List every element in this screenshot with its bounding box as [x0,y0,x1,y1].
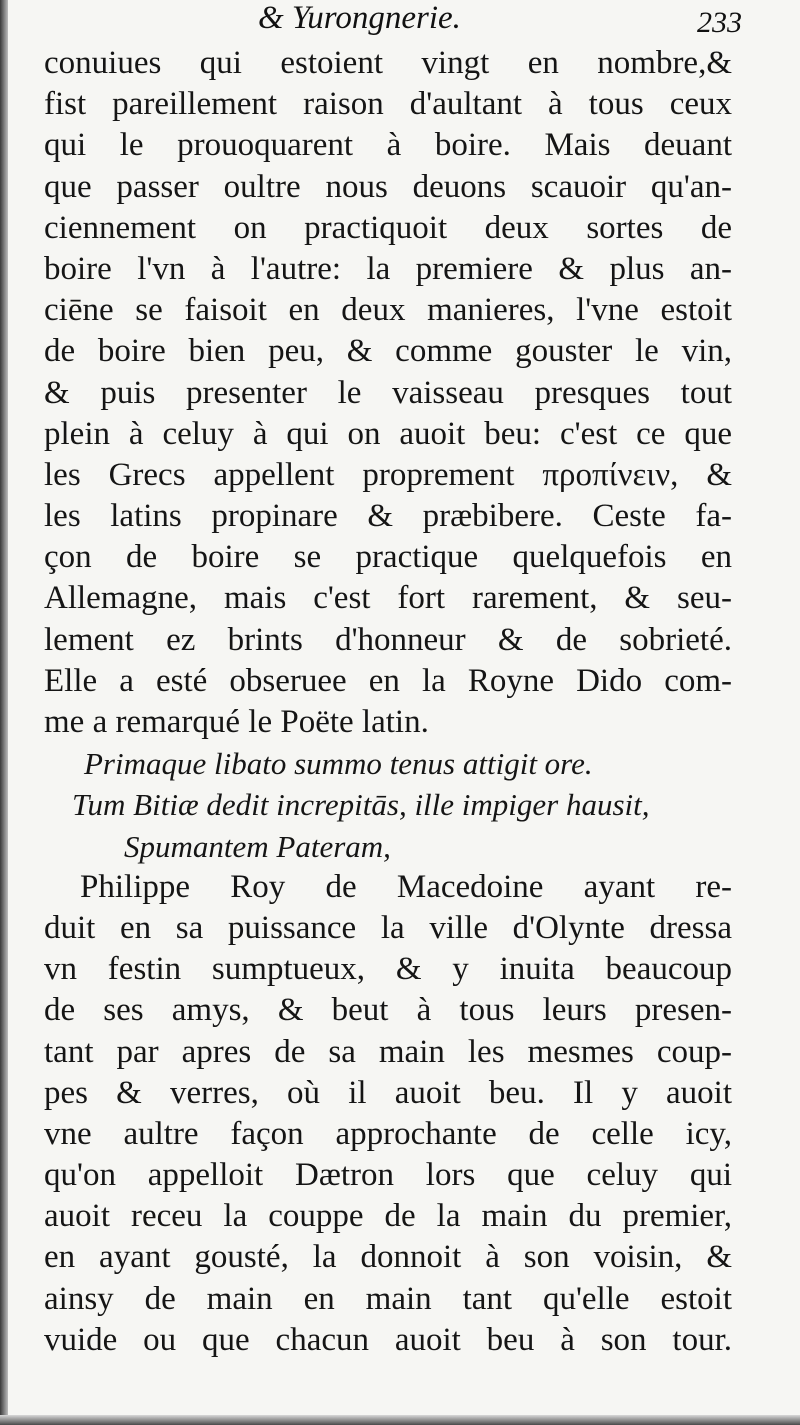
page-left-shadow [0,0,8,1425]
text-line: & puis presenter le vaisseau presques tout [44,374,732,411]
page-number: 233 [697,6,742,39]
text-line: boire l'vn à l'autre: la premiere & plus an- [44,250,732,287]
page-header [0,0,800,44]
text-line: Elle a esté obseruee en la Royne Dido com- [44,662,732,699]
text-line: ciennement on practiquoit deux sortes de [44,209,732,246]
text-line: auoit receu la couppe de la main du premier, [44,1198,732,1235]
body-text [44,43,732,1361]
verse-line: Primaque libato summo tenus attigit ore. [84,746,593,782]
text-line: me a remarqué le Poëte latin. [44,704,429,740]
text-line: Philippe Roy de Macedoine ayant re- [80,868,732,905]
text-line: ciēne se faisoit en deux manieres, l'vne estoit [44,292,732,329]
text-line: vne aultre façon approchante de celle icy, [44,1115,732,1152]
text-line: les Grecs appellent proprement προπίνειν, & [44,456,732,493]
text-line: ainsy de main en main tant qu'elle estoit [44,1280,732,1317]
text-line: que passer oultre nous deuons scauoir qu'an- [44,168,732,205]
text-line: çon de boire se practique quelquefois en [44,539,732,576]
text-line: pes & verres, où il auoit beu. Il y auoit [44,1074,732,1111]
text-line: en ayant gousté, la donnoit à son voisin, & [44,1239,732,1276]
verse-line: Spumantem Pateram, [124,828,391,864]
page-bottom-shadow [0,1415,800,1425]
text-line: duit en sa puissance la ville d'Olynte dressa [44,909,732,946]
text-line: de boire bien peu, & comme gouster le vin, [44,333,732,370]
text-line: qu'on appelloit Dætron lors que celuy qui [44,1157,732,1194]
text-line: tant par apres de sa main les mesmes coup- [44,1033,732,1070]
text-line: plein à celuy à qui on auoit beu: c'est ce que [44,415,732,452]
text-line: de ses amys, & beut à tous leurs presen- [44,992,732,1029]
text-line: qui le prouoquarent à boire. Mais deuant [44,127,732,164]
text-line: vuide ou que chacun auoit beu à son tour. [44,1321,732,1358]
text-line: conuiues qui estoient vingt en nombre,& [44,45,732,81]
text-line: les latins propinare & præbibere. Ceste fa- [44,498,732,535]
running-title: & Yurongnerie. [258,0,461,36]
text-line: vn festin sumptueux, & y inuita beaucoup [44,951,732,988]
verse-line: Tum Bitiæ dedit increpitās, ille impiger hausit, [72,787,650,823]
text-line: lement ez brints d'honneur & de sobrieté. [44,621,732,658]
text-line: fist pareillement raison d'aultant à tous ceux [44,86,732,123]
text-line: Allemagne, mais c'est fort rarement, & seu- [44,580,732,617]
